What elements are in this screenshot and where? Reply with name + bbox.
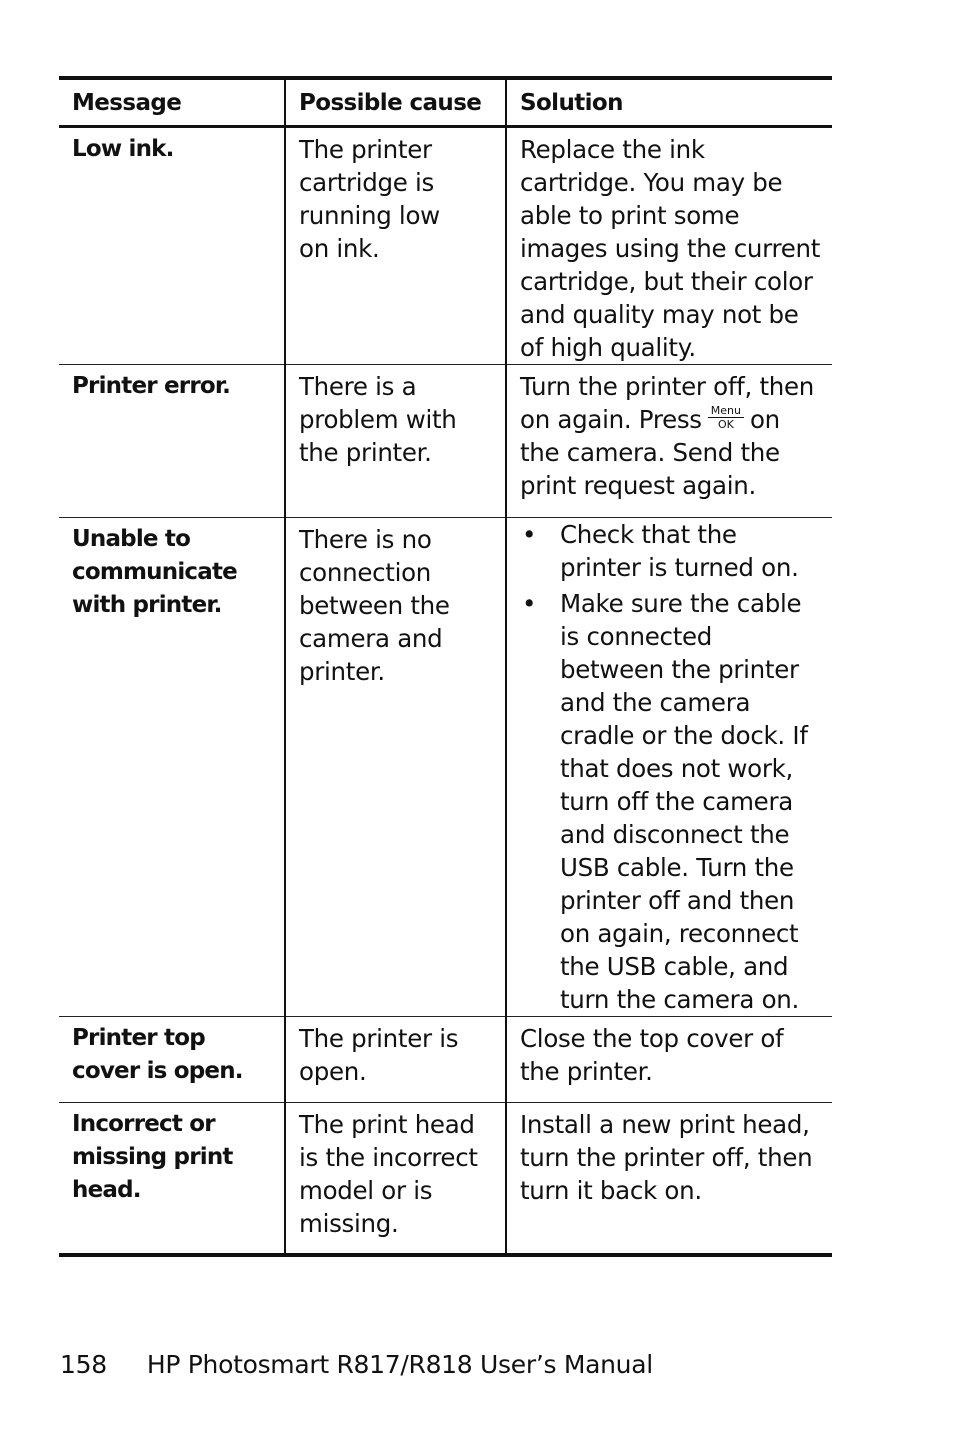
row-solution: [506, 364, 832, 517]
cause-text: There is a problem with the printer.: [299, 371, 457, 467]
message-text: Low ink.: [72, 135, 174, 162]
solution-text: Close the top cover of the printer.: [520, 1023, 784, 1086]
message-text: Printer error.: [72, 372, 231, 399]
page-footer: [60, 1350, 653, 1379]
header-solution: Solution: [506, 78, 832, 126]
bullet-text: Make sure the cable is connected between the printer and the camera cradle or the dock. If that does not work, turn off the camera and disconnect the USB cable. Turn the printer off and then on again, reconnect the USB cable, and turn the camera on.: [560, 588, 808, 1014]
header-message: Message: [59, 78, 285, 126]
cause-text: The printer is open.: [299, 1023, 459, 1086]
solution-text: [520, 365, 822, 502]
bullet-item: [520, 587, 822, 1016]
bullet-item: [520, 518, 822, 584]
menu-icon-label: Menu: [708, 405, 744, 418]
row-message: [59, 1102, 285, 1255]
ok-icon-label: OK: [717, 418, 734, 431]
row-solution: [506, 126, 832, 364]
row-message: [59, 1016, 285, 1102]
bullet-text: Check that the printer is turned on.: [560, 519, 799, 582]
bullet-dot-icon: •: [522, 519, 537, 549]
row-message: [59, 126, 285, 364]
message-text: Printer top cover is open.: [72, 1024, 243, 1084]
table-row: [59, 364, 832, 517]
header-possible-cause: Possible cause: [285, 78, 506, 126]
solution-text-after: on the camera. Send the print request again.: [520, 404, 780, 500]
row-message: [59, 517, 285, 1016]
error-messages-table: [59, 76, 832, 1257]
solution-text: Install a new print head, turn the printer off, then turn it back on.: [520, 1109, 813, 1205]
row-cause: [285, 1016, 506, 1102]
row-solution: [506, 1102, 832, 1255]
page-number: 158: [60, 1350, 107, 1379]
table-row: [59, 1016, 832, 1102]
row-cause: [285, 1102, 506, 1255]
row-solution: [506, 517, 832, 1016]
solution-bullet-list: [520, 518, 822, 1016]
table-row: [59, 1102, 832, 1255]
row-message: [59, 364, 285, 517]
table-row: [59, 517, 832, 1016]
message-text: Unable to communicate with printer.: [72, 525, 237, 618]
bullet-dot-icon: •: [522, 588, 537, 618]
menu-ok-button-icon: [708, 405, 744, 430]
row-solution: [506, 1016, 832, 1102]
cause-text: The print head is the incorrect model or is missing.: [299, 1109, 478, 1238]
manual-title: HP Photosmart R817/R818 User’s Manual: [146, 1350, 653, 1379]
row-cause: [285, 517, 506, 1016]
cause-text: There is no connection between the camera and printer.: [299, 524, 450, 686]
table-row: [59, 126, 832, 364]
row-cause: [285, 126, 506, 364]
cause-text: The printer cartridge is running low on ink.: [299, 134, 440, 263]
message-text: Incorrect or missing print head.: [72, 1110, 233, 1203]
table-header-row: [59, 78, 832, 126]
solution-text-before: Turn the printer off, then on again. Press: [520, 371, 814, 434]
row-cause: [285, 364, 506, 517]
solution-text: Replace the ink cartridge. You may be able to print some images using the current cartridge, but their color and quality may not be of high quality.: [520, 134, 821, 362]
